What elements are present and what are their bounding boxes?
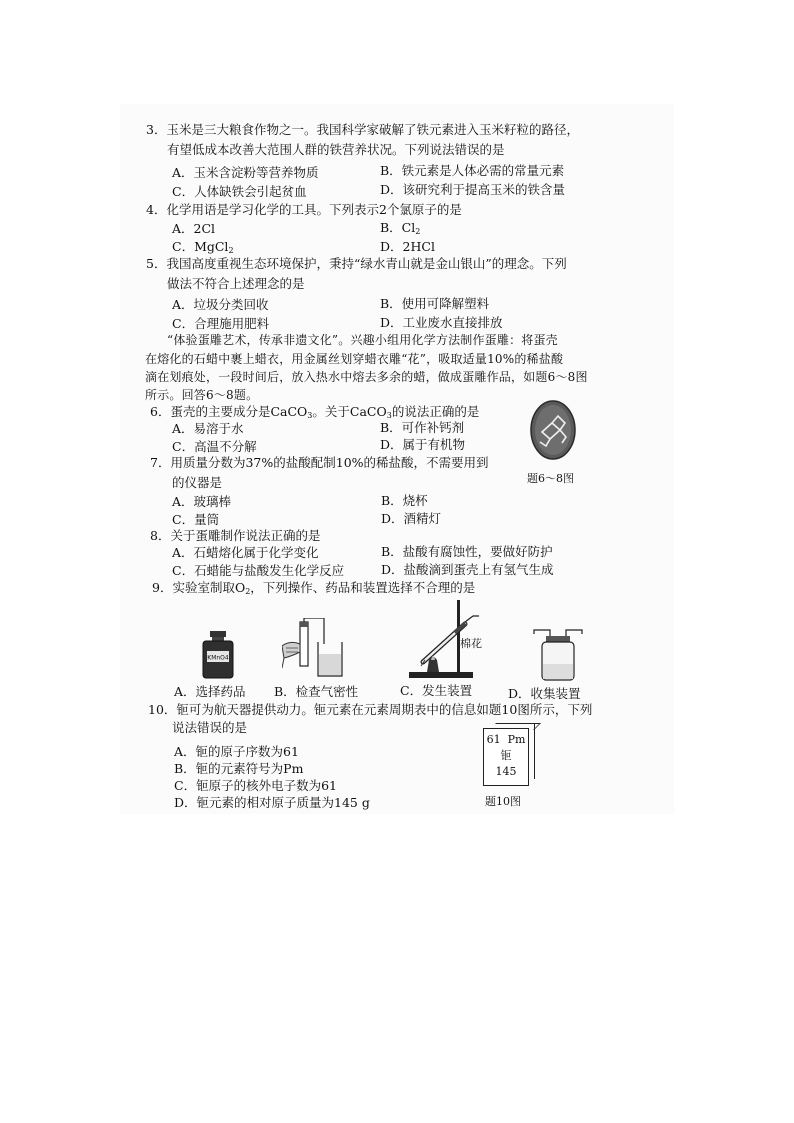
intro-line1: “体验蛋雕艺术，传承非遗文化”。兴趣小组用化学方法制作蛋雕：将蛋壳 bbox=[167, 333, 558, 347]
q8-option-d: D．盐酸滴到蛋壳上有氢气生成 bbox=[381, 562, 554, 577]
q8-option-a: A．石蜡熔化属于化学变化 bbox=[172, 545, 319, 560]
q4-option-c: C．MgCl$_2$ bbox=[172, 239, 234, 255]
q10-option-c: C．钷原子的核外电子数为61 bbox=[174, 778, 337, 793]
q7-option-b: B．烧杯 bbox=[381, 493, 428, 508]
q3-stem-line2: 有望低成本改善大范围人群的铁营养状况。下列说法错误的是 bbox=[167, 142, 505, 157]
q7-stem-line2: 的仪器是 bbox=[172, 475, 223, 490]
q9-option-c: C．发生装置 bbox=[400, 683, 473, 698]
q3-option-c: C．人体缺铁会引起贫血 bbox=[172, 184, 307, 199]
q8-option-b: B．盐酸有腐蚀性，要做好防护 bbox=[381, 544, 553, 559]
element-name: 钷 bbox=[500, 749, 512, 762]
q4-option-d: D．2HCl bbox=[380, 239, 435, 254]
q9-option-b: B．检查气密性 bbox=[274, 684, 359, 699]
q9-option-a: A．选择药品 bbox=[174, 684, 246, 699]
airtightness-check-figure bbox=[282, 618, 362, 682]
q5-stem-line1: 5．我国高度重视生态环境保护，秉持“绿水青山就是金山银山”的理念。下列 bbox=[146, 256, 567, 271]
q9-stem: 9．实验室制取$O_2$，下列操作、药品和装置选择不合理的是 bbox=[152, 580, 476, 596]
q10-option-d: D．钷元素的相对原子质量为145 g bbox=[174, 795, 370, 810]
q4-option-a: A．2Cl bbox=[172, 221, 216, 236]
q6-option-b: B．可作补钙剂 bbox=[380, 420, 465, 435]
cotton-label: 棉花 bbox=[460, 637, 482, 650]
intro-line4: 所示。回答6～8题。 bbox=[145, 388, 259, 402]
q6-option-d: D．属于有机物 bbox=[380, 437, 466, 452]
q5-stem-line2: 做法不符合上述理念的是 bbox=[167, 276, 305, 291]
q7-stem-line1: 7．用质量分数为37%的盐酸配制10%的稀盐酸，不需要用到 bbox=[150, 455, 489, 470]
q6-option-a: A．易溶于水 bbox=[172, 421, 244, 436]
q10-option-a: A．钷的原子序数为61 bbox=[174, 744, 299, 759]
fig6-8-caption: 题6～8图 bbox=[527, 472, 574, 485]
q5-option-c: C．合理施用肥料 bbox=[172, 316, 270, 331]
q10-option-b: B．钷的元素符号为Pm bbox=[174, 761, 304, 776]
egg-carving-figure bbox=[528, 399, 578, 461]
q10-stem-line1: 10．钷可为航天器提供动力。钷元素在元素周期表中的信息如题10图所示，下列 bbox=[148, 702, 593, 717]
q6-option-c: C．高温不分解 bbox=[172, 439, 257, 454]
q8-stem: 8．关于蛋雕制作说法正确的是 bbox=[150, 528, 321, 543]
fig10-caption: 题10图 bbox=[485, 795, 521, 808]
q3-option-a: A．玉米含淀粉等营养物质 bbox=[172, 165, 319, 180]
q9-option-d: D．收集装置 bbox=[508, 686, 581, 701]
element-cell-figure bbox=[483, 728, 529, 786]
intro-line2: 在熔化的石蜡中裹上蜡衣，用金属丝划穿蜡衣雕“花”，吸取适量10%的稀盐酸 bbox=[145, 352, 564, 366]
q4-option-b: B．$Cl_2$ bbox=[380, 220, 421, 236]
q7-option-d: D．酒精灯 bbox=[381, 511, 442, 526]
q4-stem: 4．化学用语是学习化学的工具。下列表示2个氯原子的是 bbox=[146, 202, 462, 217]
q3-option-b: B．铁元素是人体必需的常量元素 bbox=[380, 163, 565, 178]
q5-option-a: A．垃圾分类回收 bbox=[172, 297, 269, 312]
q6-stem: 6．蛋壳的主要成分是CaCO$_3$。关于CaCO$_3$的说法正确的是 bbox=[150, 404, 480, 420]
q5-option-d: D．工业废水直接排放 bbox=[380, 315, 503, 330]
q7-option-c: C．量筒 bbox=[172, 512, 220, 527]
collecting-apparatus-figure bbox=[532, 628, 584, 682]
q10-stem-line2: 说法错误的是 bbox=[172, 720, 248, 735]
q3-stem-line1: 3．玉米是三大粮食作物之一。我国科学家破解了铁元素进入玉米籽粒的路径， bbox=[146, 122, 579, 137]
q3-option-d: D．该研究利于提高玉米的铁含量 bbox=[380, 182, 566, 197]
reagent-bottle-figure bbox=[200, 630, 236, 680]
q7-option-a: A．玻璃棒 bbox=[172, 494, 232, 509]
q5-option-b: B．使用可降解塑料 bbox=[380, 296, 490, 311]
element-number-symbol: 61 Pm bbox=[486, 733, 526, 746]
intro-line3: 滴在划痕处，一段时间后，放入热水中熔去多余的蜡，做成蛋雕作品，如题6～8图 bbox=[145, 370, 588, 384]
element-mass: 145 bbox=[495, 765, 517, 778]
bottle-label: KMnO4 bbox=[207, 654, 229, 662]
q8-option-c: C．石蜡能与盐酸发生化学反应 bbox=[172, 563, 345, 578]
